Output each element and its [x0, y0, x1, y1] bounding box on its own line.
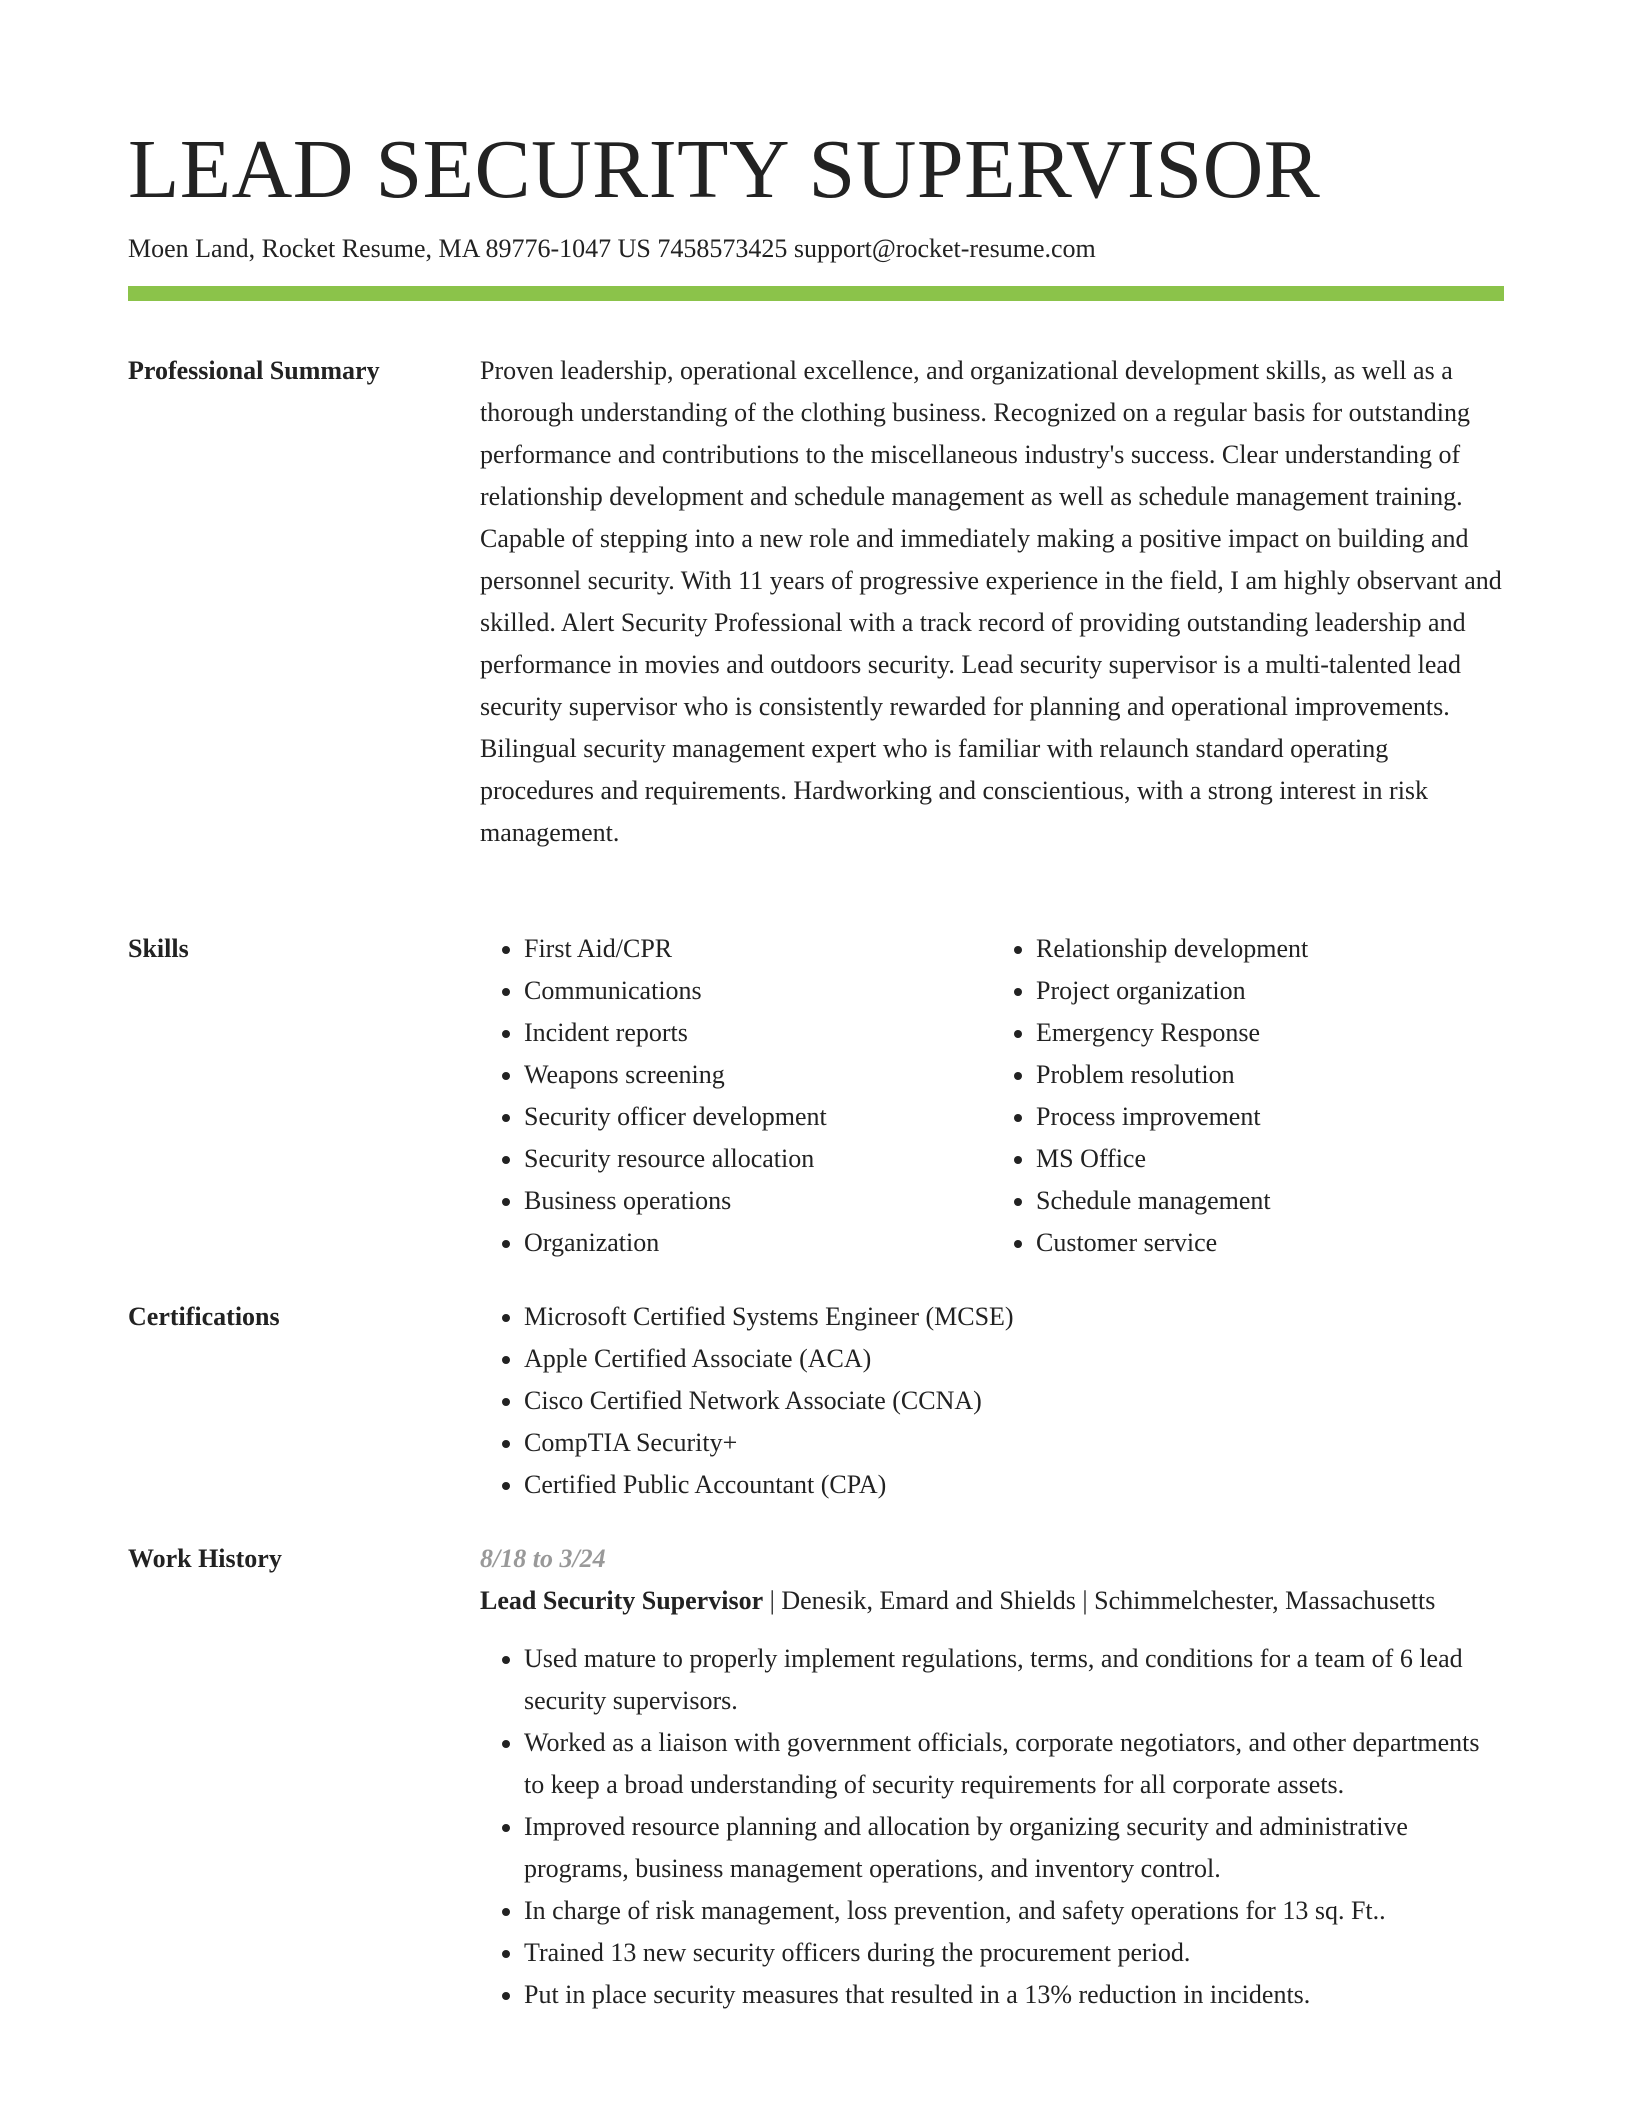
- list-item: • Communications: [524, 970, 992, 1012]
- job-heading: [480, 1580, 1504, 1622]
- summary-text: Proven leadership, operational excellence, and organizational development skills, as well as a thorough understanding of the clothing business. Recognized on a regular basis for outstanding performance and contributions to the miscellaneous industry's success. Clear understanding of relationship development and schedule management as well as schedule management training. Capable of stepping into a new role and immediately making a positive impact on building and personnel security. With 11 years of progressive experience in the field, I am highly observant and skilled. Alert Security Professional with a track record of providing outstanding leadership and performance in movies and outdoors security. Lead security supervisor is a multi-talented lead security supervisor who is consistently rewarded for planning and operational improvements. Bilingual security management expert who is familiar with relaunch standard operating procedures and requirements. Hardworking and conscientious, with a strong interest in risk management.: [480, 356, 1502, 847]
- list-item: • Security resource allocation: [524, 1138, 992, 1180]
- certifications-label: Certifications: [128, 1302, 280, 1331]
- list-item: • Incident reports: [524, 1012, 992, 1054]
- list-item: • MS Office: [1036, 1138, 1504, 1180]
- list-item: • Problem resolution: [1036, 1054, 1504, 1096]
- skills-label: Skills: [128, 934, 189, 963]
- list-item: • Project organization: [1036, 970, 1504, 1012]
- skills-right-list: [992, 928, 1504, 1264]
- list-item: • Trained 13 new security officers during the procurement period.: [524, 1932, 1504, 1974]
- contact-line: Moen Land, Rocket Resume, MA 89776-1047 US 7458573425 support@rocket-resume.com: [128, 234, 1096, 263]
- list-item: • Improved resource planning and allocation by organizing security and administrative programs, business management operations, and inventory control.: [524, 1806, 1504, 1890]
- list-item: • Security officer development: [524, 1096, 992, 1138]
- list-item: • Organization: [524, 1222, 992, 1264]
- list-item: • Worked as a liaison with government officials, corporate negotiators, and other departments to keep a broad understanding of security requirements for all corporate assets.: [524, 1722, 1504, 1806]
- skills-left-list: [480, 928, 992, 1264]
- list-item: • Process improvement: [1036, 1096, 1504, 1138]
- list-item: • Apple Certified Associate (ACA): [524, 1338, 1504, 1380]
- work-history-label: Work History: [128, 1544, 282, 1573]
- job-details: | Denesik, Emard and Shields | Schimmelchester, Massachusetts: [763, 1586, 1436, 1615]
- list-item: • First Aid/CPR: [524, 928, 992, 970]
- list-item: • CompTIA Security+: [524, 1422, 1504, 1464]
- list-item: • In charge of risk management, loss prevention, and safety operations for 13 sq. Ft..: [524, 1890, 1504, 1932]
- list-item: • Put in place security measures that resulted in a 13% reduction in incidents.: [524, 1974, 1504, 2016]
- list-item: • Microsoft Certified Systems Engineer (MCSE): [524, 1296, 1504, 1338]
- list-item: • Schedule management: [1036, 1180, 1504, 1222]
- list-item: • Relationship development: [1036, 928, 1504, 970]
- list-item: • Used mature to properly implement regulations, terms, and conditions for a team of 6 lead security supervisors.: [524, 1638, 1504, 1722]
- certifications-list: [480, 1296, 1504, 1506]
- list-item: • Cisco Certified Network Associate (CCNA): [524, 1380, 1504, 1422]
- job-entry: [480, 1538, 1504, 2016]
- summary-label: Professional Summary: [128, 356, 380, 385]
- job-title: Lead Security Supervisor: [480, 1586, 764, 1615]
- job-dates: 8/18 to 3/24: [480, 1544, 606, 1573]
- resume-title: LEAD SECURITY SUPERVISOR: [128, 123, 1321, 216]
- list-item: • Certified Public Accountant (CPA): [524, 1464, 1504, 1506]
- job-bullets: [480, 1638, 1504, 2016]
- list-item: • Emergency Response: [1036, 1012, 1504, 1054]
- list-item: • Customer service: [1036, 1222, 1504, 1264]
- list-item: • Business operations: [524, 1180, 992, 1222]
- list-item: • Weapons screening: [524, 1054, 992, 1096]
- header-divider: [128, 286, 1504, 301]
